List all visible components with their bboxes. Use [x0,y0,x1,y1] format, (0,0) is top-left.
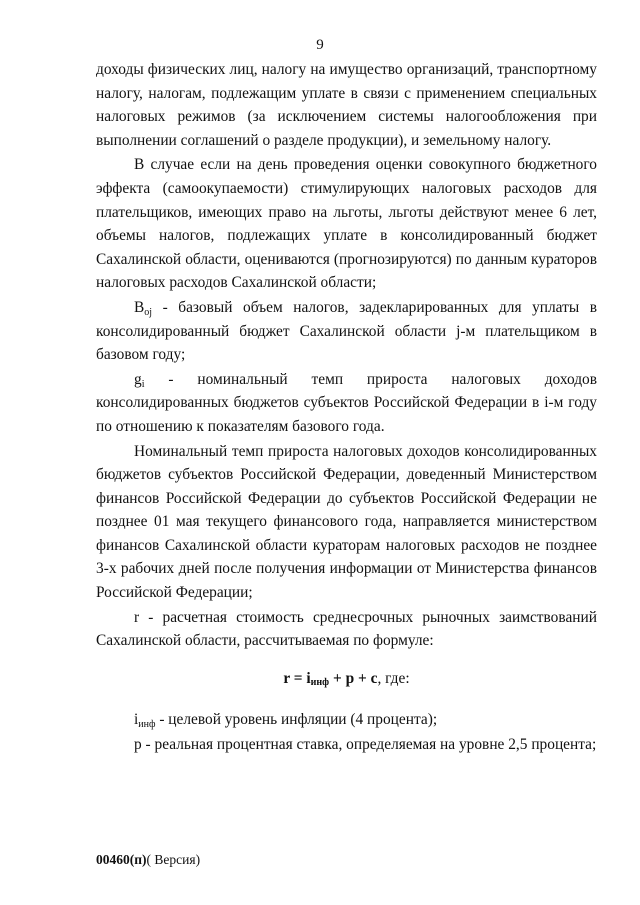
symbol-g: g [134,370,142,388]
paragraph-tax-list: доходы физических лиц, налогу на имущество организаций, транспортному налогу, налогам, подлежащим уплате в связи с применением специальных налоговых режимов (за исключением системы налогообложения при выполнении соглашений о разделе продукции), и земельному налогу. [96,61,597,149]
subscript-inf: инф [138,719,156,731]
definition-b-text: - базовый объем налогов, задекларированных для уплаты в консолидированный бюджет Сахалинской области j-м плательщиком в базовом году; [96,298,597,364]
document-code: 00460(п) [96,852,147,867]
definition-r: r - расчетная стоимость среднесрочных рыночных заимствований Сахалинской области, рассчитываемая по формуле: [96,608,597,650]
page-number: 9 [316,37,324,53]
formula-r [96,667,597,695]
symbol-b: B [134,298,145,316]
subscript-oj: oj [144,306,153,318]
paragraph-short-term-benefits: В случае если на день проведения оценки совокупного бюджетного эффекта (самоокупаемости) стимулирующих налоговых расходов для плательщиков, имеющих право на льготы, льготы действуют менее 6 лет, объемы налогов, подлежащих уплате в консолидированный бюджет Сахалинской области, оцениваются (прогнозируются) по данным кураторов налоговых расходов Сахалинской области; [96,156,597,292]
definition-p: p - реальная процентная ставка, определяемая на уровне 2,5 процента; [134,736,597,754]
paragraph-growth-rate: Номинальный темп прироста налоговых доходов консолидированных бюджетов субъектов Российской Федерации, доведенный Министерством финансов Российской Федерации до субъектов Российской Федерации не позднее 01 мая текущего финансового года, направляется министерством финансов Сахалинской области кураторам налоговых расходов не позднее 3-х рабочих дней после получения информации от Министерства финансов Российской Федерации; [96,442,597,602]
symbol-i: i [134,711,139,729]
formula-subscript: инф [310,676,330,688]
definition-g-i [96,368,597,439]
formula-lhs: r = i [283,669,311,687]
document-footer [96,852,200,868]
definition-g-text: - номинальный темп прироста налоговых доходов консолидированных бюджетов субъектов Российской Федерации в i-м году по отношению к показателям базового года. [96,370,597,435]
subscript-i: i [141,378,145,390]
definition-i-text: - целевой уровень инфляции (4 процента); [155,711,438,729]
definition-b-oj [96,296,597,367]
formula-rhs: + p + c [329,669,378,687]
document-version: ( Версия) [146,852,201,867]
formula-tail: , где: [377,669,410,687]
definition-i-inf [96,708,597,732]
document-body [96,58,597,758]
